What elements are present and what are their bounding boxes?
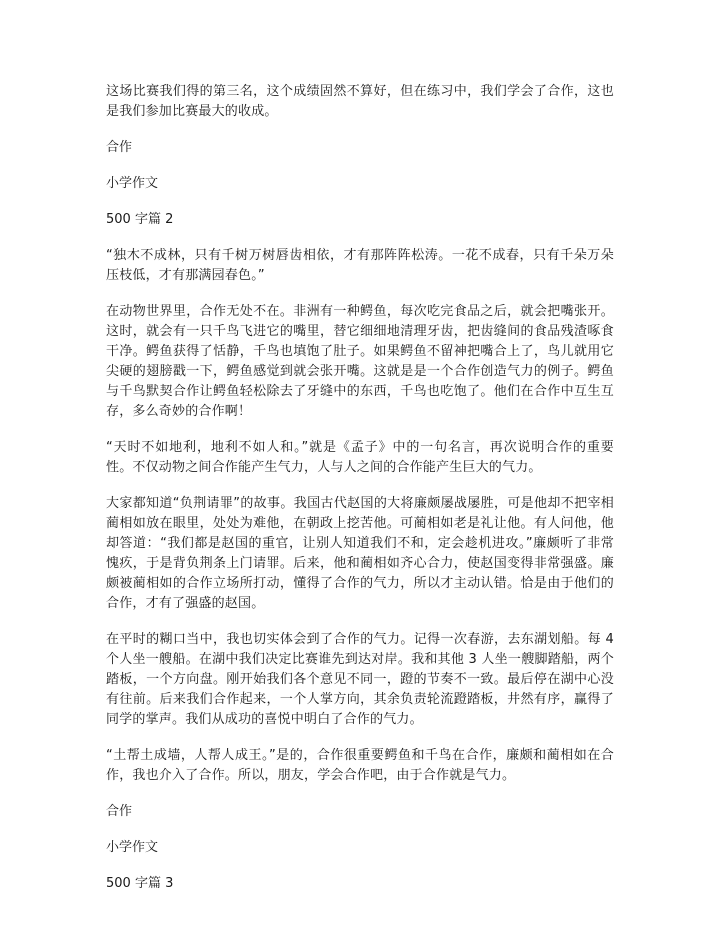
paragraph-intro: 这场比赛我们得的第三名，这个成绩固然不算好，但在练习中，我们学会了合作，这也是我们参加比赛最大的收成。	[106, 84, 614, 119]
paragraph-conclusion: “土帮土成墙，人帮人成王。”是的，合作很重要鳄鱼和千鸟在合作，廉颇和蔺相如在合作，我也介入了合作。所以，朋友，学会合作吧，由于合作就是气力。	[106, 748, 614, 783]
essay-title: 合作	[106, 140, 133, 155]
essay-category: 小学作文	[106, 176, 159, 191]
paragraph-mencius: “天时不如地利，地利不如人和。”就是《孟子》中的一句名言，再次说明合作的重要性。不仅动物之间合作能产生气力，人与人之间的合作能产生巨大的气力。	[106, 440, 614, 475]
paragraph-quote-opening: “独木不成林，只有千树万树唇齿相依，才有那阵阵松涛。一花不成春，只有千朵万朵压枝低，才有那满园春色。”	[106, 248, 614, 283]
paragraph-boating: 在平时的糊口当中，我也切实体会到了合作的气力。记得一次春游，去东湖划船。每 4 个人坐一艘船。在湖中我们决定比赛谁先到达对岸。我和其他 3 人坐一艘脚踏船，两个踏板，一个方向盘。刚开始我们各个意见不同一，蹬的节奏不一致。最后停在湖中心没有往前。后来我们合作起来，一个人掌方向，其余负责轮流蹬踏板，井然有序，赢得了同学的掌声。我们从成功的喜悦中明白了合作的气力。	[106, 632, 614, 727]
document-page	[106, 82, 614, 910]
essay-length-label: 500 字篇 2	[106, 212, 174, 227]
paragraph-lianpo-story: 大家都知道“负荆请罪”的故事。我国古代赵国的大将廉颇屡战屡胜，可是他却不把宰相蔺相如放在眼里，处处为难他，在朝政上挖苦他。可蔺相如老是礼让他。有人问他，他却答道：“我们都是赵国的重官，让别人知道我们不和，定会趁机进攻。”廉颇听了非常愧疚，于是背负荆条上门请罪。后来，他和蔺相如齐心合力，使赵国变得非常强盛。廉颇被蔺相如的合作立场所打动，懂得了合作的气力，所以才主动认错。恰是由于他们的合作，才有了强盛的赵国。	[106, 496, 614, 611]
paragraph-animal-world: 在动物世界里，合作无处不在。非洲有一种鳄鱼，每次吃完食品之后，就会把嘴张开。这时，就会有一只千鸟飞进它的嘴里，替它细细地清理牙齿，把齿缝间的食品残渣啄食干净。鳄鱼获得了恬静，千鸟也填饱了肚子。如果鳄鱼不留神把嘴合上了，鸟儿就用它尖硬的翅膀戳一下，鳄鱼感觉到就会张开嘴。这就是是一个合作创造气力的例子。鳄鱼与千鸟默契合作让鳄鱼轻松除去了牙缝中的东西，千鸟也吃饱了。他们在合作中互生互存，多么奇妙的合作啊！	[106, 304, 614, 419]
essay-length-label-3: 500 字篇 3	[106, 876, 174, 891]
essay-title-3: 合作	[106, 804, 133, 819]
essay-category-3: 小学作文	[106, 840, 159, 855]
